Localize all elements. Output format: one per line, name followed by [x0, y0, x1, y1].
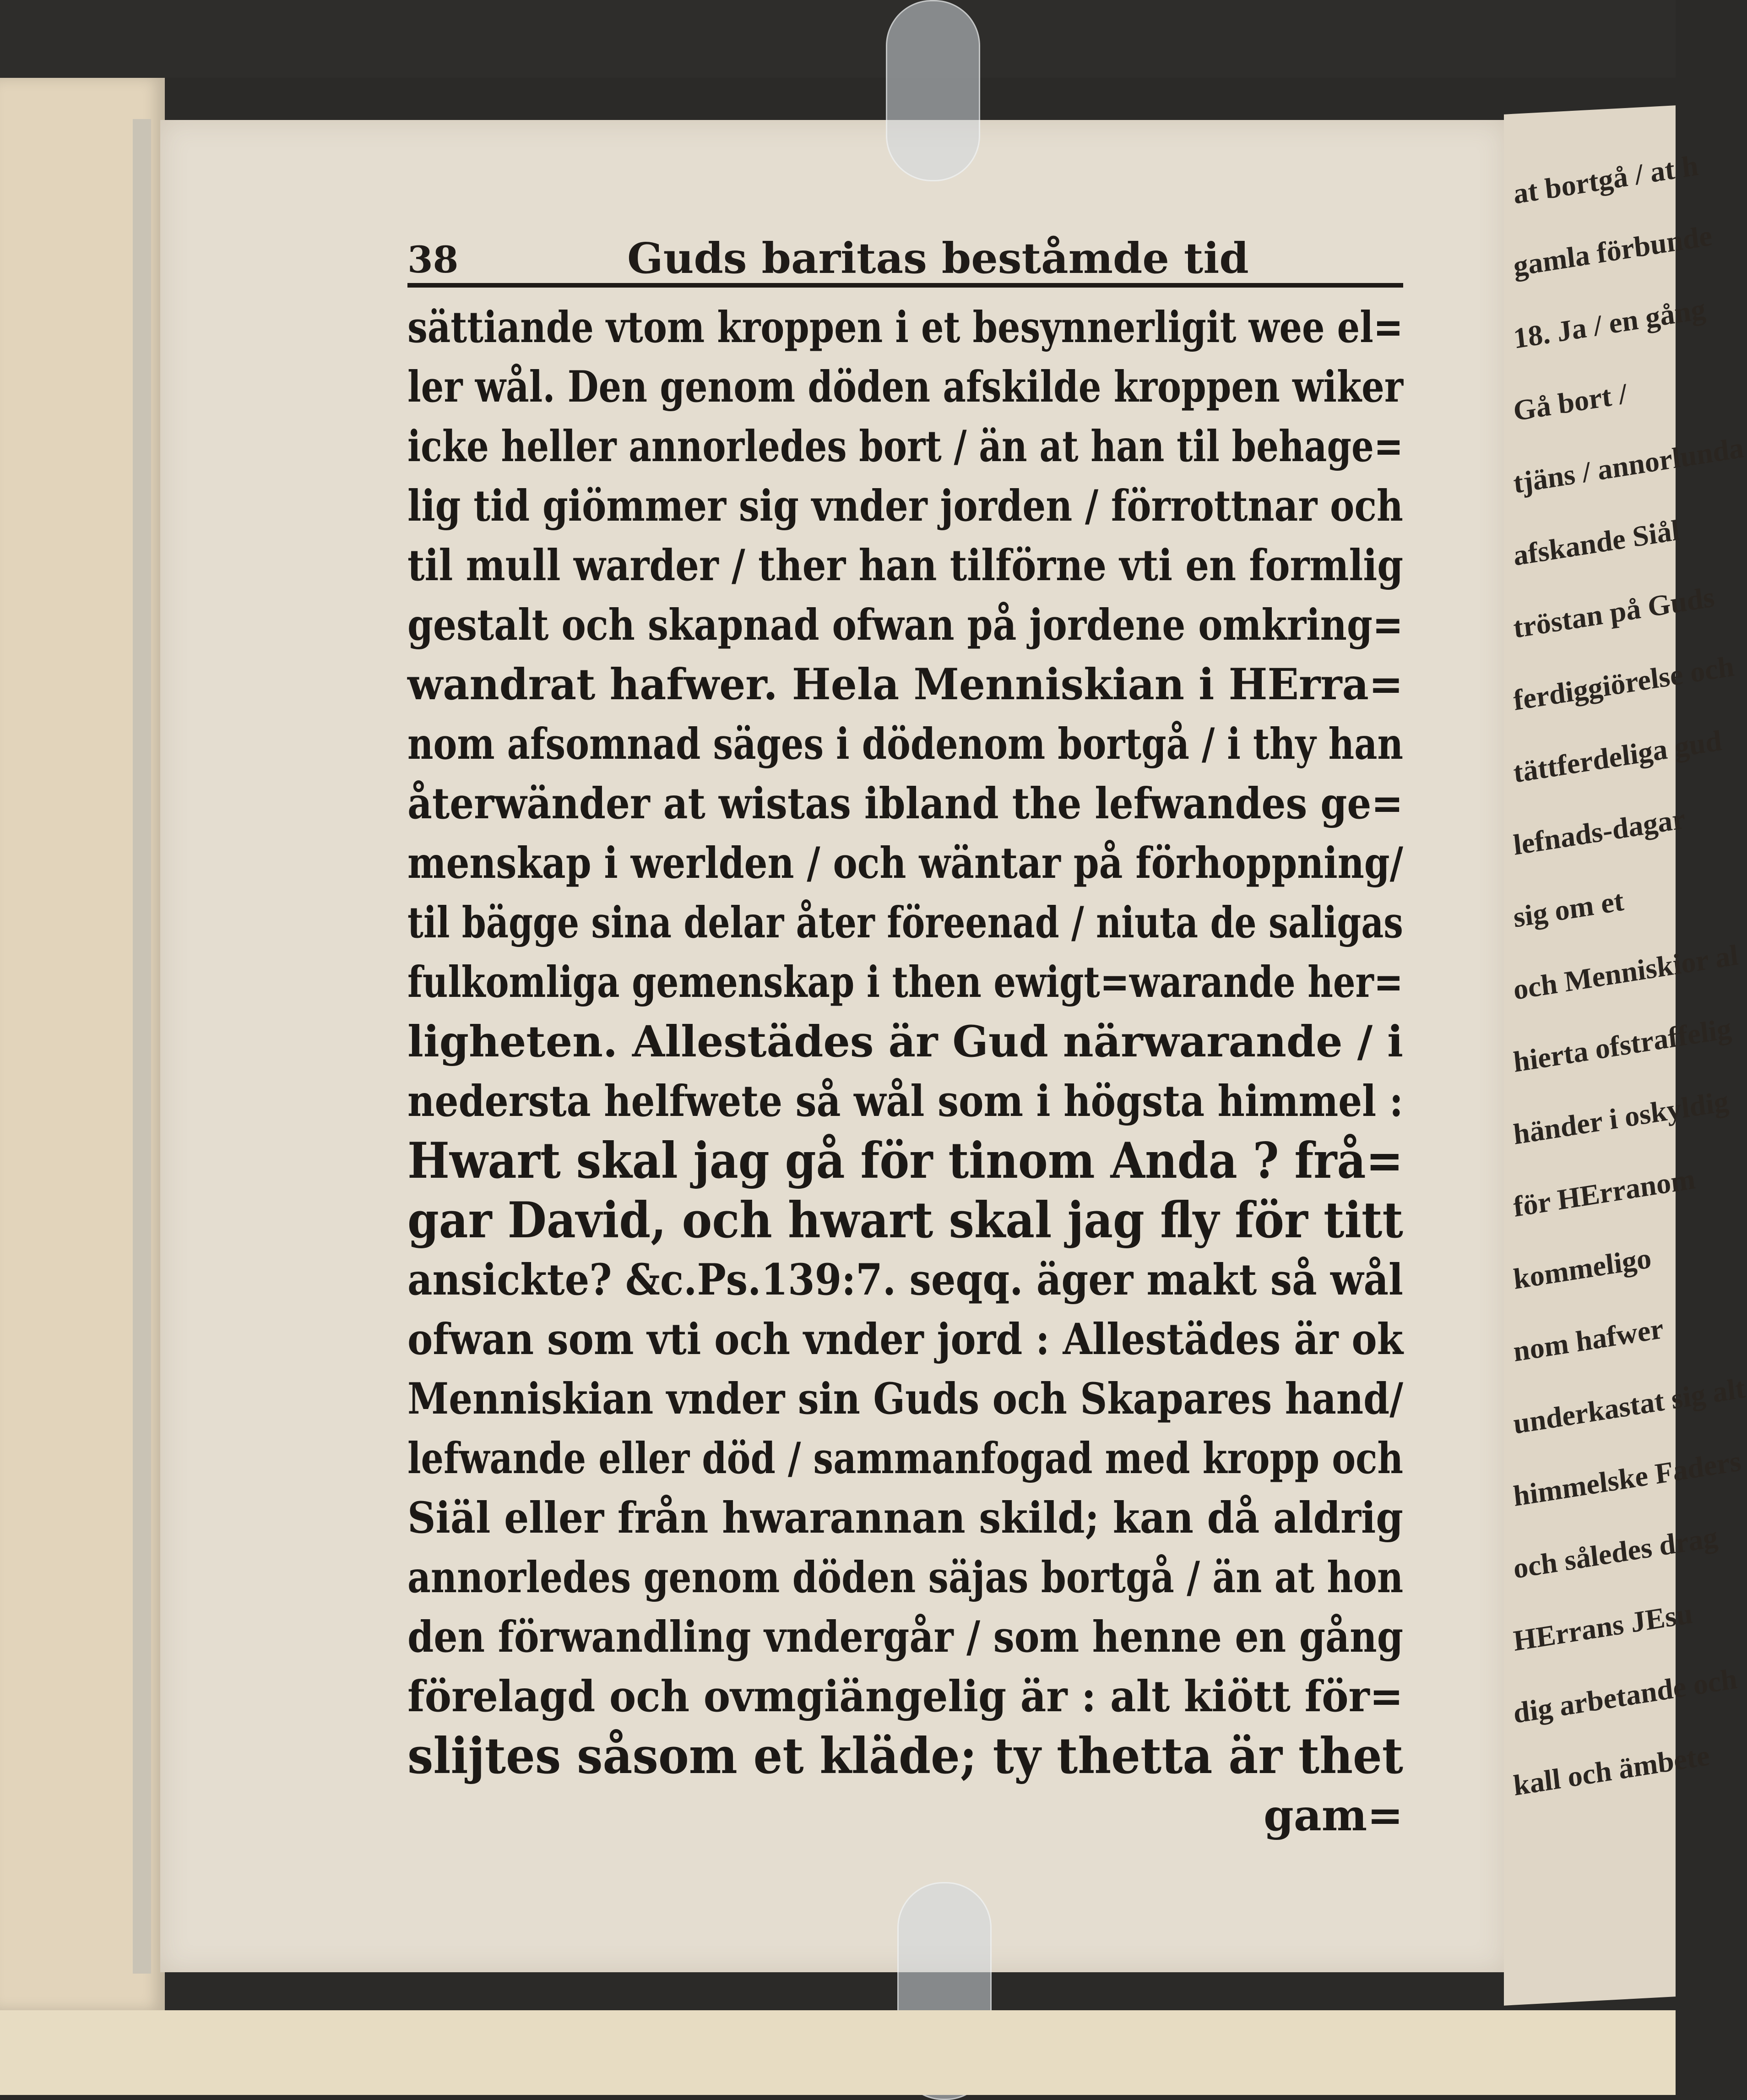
running-title: Guds baritas beståmde tid [627, 234, 1249, 283]
facing-page-line: lefnads-dagar [1512, 802, 1687, 861]
text-line-content: ler wål. Den genom döden afskilde kroppen wiker [407, 362, 1404, 412]
facing-page-line: nom hafwer [1512, 1312, 1665, 1368]
text-line-content: Siäl eller från hwarannan skild; kan då aldrig [407, 1493, 1403, 1543]
facing-page-line: dig arbetande och [1512, 1662, 1739, 1730]
facing-page-line: ferdiggiörelse och [1512, 649, 1736, 717]
text-line [407, 952, 1403, 1012]
page-number: 38 [407, 238, 459, 281]
text-line [407, 1726, 1403, 1786]
text-line-content: wandrat hafwer. Hela Menniskian i HErra= [407, 659, 1404, 710]
text-line-content: gestalt och skapnad ofwan på jordene omkring= [407, 600, 1404, 650]
facing-page-line: kommeligo [1512, 1241, 1653, 1295]
facing-page-line: himmelske Faders [1512, 1444, 1743, 1512]
page-stack-edge [133, 119, 151, 1974]
text-line-content: den förwandling vndergår / som henne en gång [407, 1612, 1404, 1662]
text-line-content: til bägge sina delar åter föreenad / niuta de saligas [407, 898, 1403, 948]
text-line-content: lefwande eller död / sammanfogad med kropp och [407, 1433, 1403, 1484]
facing-page-line: tättferdeliga gud [1512, 724, 1723, 789]
facing-page-line: för HErranom [1512, 1162, 1697, 1223]
page-header [407, 234, 1403, 284]
text-line [407, 595, 1403, 655]
text-line [407, 1607, 1403, 1667]
header-rule [407, 283, 1403, 288]
facing-page-line: kall och ämbete [1512, 1739, 1711, 1802]
text-line-content: ansickte? &c.Ps.139:7. seqq. äger makt så wål [407, 1255, 1403, 1305]
text-line-content: återwänder at wistas ibland the lefwandes ge= [407, 778, 1403, 829]
text-line [407, 1131, 1403, 1191]
text-line [407, 1310, 1403, 1369]
facing-page-line: underkastat sig alt [1512, 1371, 1747, 1440]
text-line [407, 1429, 1403, 1488]
facing-page-line: händer i oskyldig [1512, 1084, 1730, 1151]
text-line-content: til mull warder / ther han tilförne vti en formlig [407, 540, 1404, 591]
facing-page-line: hierta ofstraffelig [1512, 1012, 1733, 1078]
text-line [407, 357, 1403, 417]
text-line-content: Menniskian vnder sin Guds och Skapares hand/ [407, 1374, 1403, 1424]
text-line-content: lig tid giömmer sig vnder jorden / förrottnar och [407, 481, 1403, 531]
facing-page-line: gamla förbunde [1512, 219, 1714, 283]
text-line [407, 774, 1403, 833]
text-line-content: Hwart skal jag gå för tinom Anda ? frå= [407, 1132, 1404, 1190]
facing-page-line: och således drag [1512, 1520, 1720, 1585]
facing-page-line: Gå bort / [1512, 377, 1629, 427]
page-body-text [407, 298, 1403, 1845]
text-line-content: gar David, och hwart skal jag fly för titt [407, 1191, 1403, 1249]
text-line [407, 1191, 1403, 1250]
top-page-clip [886, 0, 980, 181]
text-line [407, 476, 1403, 536]
text-line-content: menskap i werlden / och wäntar på förhoppning/ [407, 838, 1403, 888]
text-line [407, 417, 1403, 476]
facing-page-line: tröstan på Guds [1512, 580, 1716, 644]
facing-page-line: sig om et [1512, 884, 1626, 934]
facing-page-line: at bortgå / at h [1512, 149, 1700, 210]
scanner-background [0, 0, 1676, 78]
facing-page [1504, 105, 1747, 2006]
text-line-content: förelagd och ovmgiängelig är : alt kiött för= [407, 1671, 1404, 1722]
facing-page-line: HErrans JEsu [1512, 1597, 1694, 1657]
text-line [407, 1548, 1403, 1607]
facing-page-line: och Menniskior al [1512, 938, 1740, 1006]
text-line [407, 1012, 1403, 1072]
text-line [407, 714, 1403, 774]
facing-page-line: 18. Ja / en gång [1512, 292, 1707, 355]
text-line-content: sättiande vtom kroppen i et besynnerligit wee el= [407, 302, 1404, 353]
text-line-content: slijtes såsom et kläde; ty thetta är thet [407, 1727, 1404, 1785]
text-line [407, 1369, 1403, 1429]
facing-page-line: afskande Siål [1512, 513, 1682, 572]
text-line-content: fulkomliga gemenskap i then ewigt=warande her= [407, 957, 1403, 1007]
text-line-content: icke heller annorledes bort / än at han til behage= [407, 421, 1404, 472]
catchword [407, 1786, 1403, 1845]
text-line [407, 655, 1403, 714]
text-line [407, 1667, 1403, 1726]
text-line-content: ofwan som vti och vnder jord : Allestädes är ok [407, 1314, 1404, 1365]
text-line-content: gam= [1264, 1790, 1403, 1841]
text-line-content: nom afsomnad säges i dödenom bortgå / i thy han [407, 719, 1403, 769]
text-line-content: nedersta helfwete så wål som i högsta himmel : [407, 1076, 1403, 1126]
text-line-content: annorledes genom döden säjas bortgå / än at hon [407, 1552, 1404, 1603]
text-line [407, 1072, 1403, 1131]
text-line [407, 833, 1403, 893]
text-line [407, 1250, 1403, 1310]
facing-page-line: tjäns / annorlunda [1512, 431, 1745, 500]
text-line-content: ligheten. Allestädes är Gud närwarande / i [407, 1017, 1404, 1067]
scan-bottom-margin [0, 2010, 1676, 2095]
text-line [407, 1488, 1403, 1548]
text-line [407, 536, 1403, 595]
text-line [407, 298, 1403, 357]
text-line [407, 893, 1403, 952]
